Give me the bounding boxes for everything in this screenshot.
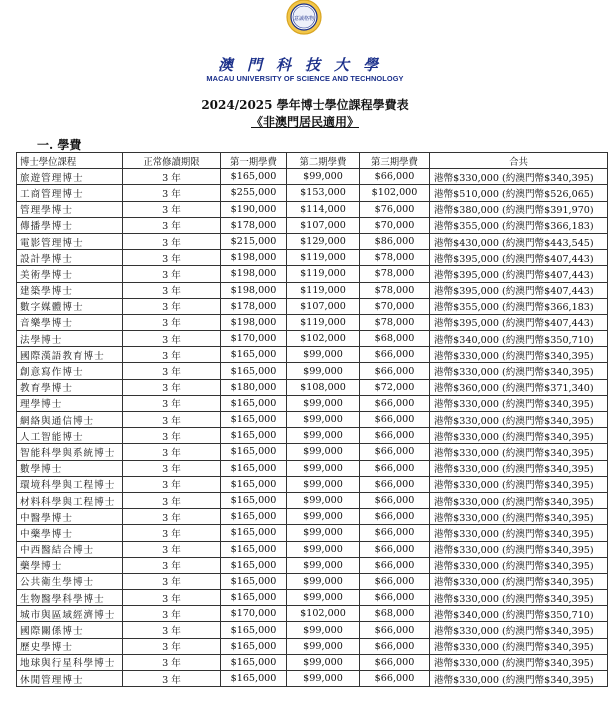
duration-cell: 3 年 [123, 590, 221, 606]
fee-3-cell: $86,000 [360, 233, 430, 249]
fee-3-cell: $78,000 [360, 266, 430, 282]
fee-2-cell: $99,000 [287, 476, 360, 492]
duration-cell: 3 年 [123, 476, 221, 492]
page-title: 2024/2025 學年博士學位課程學費表 [201, 98, 409, 112]
fee-1-cell: $180,000 [221, 379, 287, 395]
program-name-cell: 電影管理博士 [17, 233, 123, 249]
fee-2-cell: $114,000 [287, 201, 360, 217]
program-name-cell: 設計學博士 [17, 250, 123, 266]
fee-3-cell: $66,000 [360, 671, 430, 687]
col-fee-2: 第二期學費 [287, 153, 360, 169]
table-body [17, 169, 608, 687]
table-row [17, 266, 608, 282]
fee-2-cell: $99,000 [287, 557, 360, 573]
program-name-cell: 工商管理博士 [17, 185, 123, 201]
duration-cell: 3 年 [123, 395, 221, 411]
table-row [17, 379, 608, 395]
program-name-cell: 材料科學與工程博士 [17, 492, 123, 508]
duration-cell: 3 年 [123, 331, 221, 347]
duration-cell: 3 年 [123, 347, 221, 363]
total-cell: 港幣$330,000 (約澳門幣$340,395) [430, 444, 608, 460]
fee-2-cell: $119,000 [287, 250, 360, 266]
total-cell: 港幣$330,000 (約澳門幣$340,395) [430, 638, 608, 654]
table-row [17, 428, 608, 444]
program-name-cell: 國際關係博士 [17, 622, 123, 638]
program-name-cell: 建築學博士 [17, 282, 123, 298]
fee-2-cell: $119,000 [287, 266, 360, 282]
total-cell: 港幣$380,000 (約澳門幣$391,970) [430, 201, 608, 217]
duration-cell: 3 年 [123, 298, 221, 314]
program-name-cell: 生物醫學科學博士 [17, 590, 123, 606]
fee-1-cell: $215,000 [221, 233, 287, 249]
total-cell: 港幣$330,000 (約澳門幣$340,395) [430, 654, 608, 670]
duration-cell: 3 年 [123, 509, 221, 525]
total-cell: 港幣$395,000 (約澳門幣$407,443) [430, 250, 608, 266]
table-row [17, 250, 608, 266]
table-row [17, 541, 608, 557]
fee-1-cell: $198,000 [221, 282, 287, 298]
fee-3-cell: $68,000 [360, 606, 430, 622]
program-name-cell: 法學博士 [17, 331, 123, 347]
program-name-cell: 藥學博士 [17, 557, 123, 573]
fee-2-cell: $99,000 [287, 654, 360, 670]
page-subtitle: 《非澳門居民適用》 [250, 115, 359, 129]
university-name-cn: 澳門科技大學 [217, 56, 392, 74]
total-cell: 港幣$330,000 (約澳門幣$340,395) [430, 509, 608, 525]
duration-cell: 3 年 [123, 217, 221, 233]
total-cell: 港幣$330,000 (約澳門幣$340,395) [430, 476, 608, 492]
fee-1-cell: $165,000 [221, 492, 287, 508]
fee-2-cell: $99,000 [287, 412, 360, 428]
total-cell: 港幣$395,000 (約澳門幣$407,443) [430, 266, 608, 282]
fee-3-cell: $78,000 [360, 282, 430, 298]
duration-cell: 3 年 [123, 233, 221, 249]
table-row [17, 606, 608, 622]
duration-cell: 3 年 [123, 201, 221, 217]
fee-2-cell: $99,000 [287, 590, 360, 606]
fee-2-cell: $107,000 [287, 217, 360, 233]
total-cell: 港幣$330,000 (約澳門幣$340,395) [430, 395, 608, 411]
fee-2-cell: $129,000 [287, 233, 360, 249]
program-name-cell: 美術學博士 [17, 266, 123, 282]
program-name-cell: 人工智能博士 [17, 428, 123, 444]
total-cell: 港幣$330,000 (約澳門幣$340,395) [430, 492, 608, 508]
fee-3-cell: $72,000 [360, 379, 430, 395]
col-duration: 正常修讀期限 [123, 153, 221, 169]
fee-2-cell: $108,000 [287, 379, 360, 395]
fee-2-cell: $99,000 [287, 622, 360, 638]
fee-1-cell: $165,000 [221, 622, 287, 638]
duration-cell: 3 年 [123, 266, 221, 282]
program-name-cell: 國際漢語教育博士 [17, 347, 123, 363]
duration-cell: 3 年 [123, 557, 221, 573]
table-row [17, 509, 608, 525]
fee-3-cell: $66,000 [360, 363, 430, 379]
fee-2-cell: $99,000 [287, 363, 360, 379]
fee-3-cell: $78,000 [360, 250, 430, 266]
fee-1-cell: $255,000 [221, 185, 287, 201]
section-heading: 一. 學費 [37, 138, 82, 152]
program-name-cell: 休閒管理博士 [17, 671, 123, 687]
fee-1-cell: $165,000 [221, 169, 287, 185]
fee-3-cell: $70,000 [360, 217, 430, 233]
fee-1-cell: $165,000 [221, 395, 287, 411]
fee-3-cell: $66,000 [360, 444, 430, 460]
program-name-cell: 傳播學博士 [17, 217, 123, 233]
table-row [17, 525, 608, 541]
duration-cell: 3 年 [123, 314, 221, 330]
fee-1-cell: $165,000 [221, 509, 287, 525]
total-cell: 港幣$510,000 (約澳門幣$526,065) [430, 185, 608, 201]
fee-1-cell: $198,000 [221, 266, 287, 282]
program-name-cell: 智能科學與系統博士 [17, 444, 123, 460]
table-row [17, 590, 608, 606]
program-name-cell: 創意寫作博士 [17, 363, 123, 379]
table-row [17, 412, 608, 428]
fee-3-cell: $76,000 [360, 201, 430, 217]
program-name-cell: 理學博士 [17, 395, 123, 411]
total-cell: 港幣$330,000 (約澳門幣$340,395) [430, 363, 608, 379]
duration-cell: 3 年 [123, 282, 221, 298]
university-name-en: MACAU UNIVERSITY OF SCIENCE AND TECHNOLOGY [206, 74, 404, 83]
table-row [17, 460, 608, 476]
fee-1-cell: $165,000 [221, 347, 287, 363]
table-row [17, 444, 608, 460]
fee-1-cell: $178,000 [221, 298, 287, 314]
fee-3-cell: $66,000 [360, 428, 430, 444]
total-cell: 港幣$395,000 (約澳門幣$407,443) [430, 282, 608, 298]
fee-2-cell: $102,000 [287, 331, 360, 347]
fee-3-cell: $66,000 [360, 492, 430, 508]
table-row [17, 476, 608, 492]
total-cell: 港幣$395,000 (約澳門幣$407,443) [430, 314, 608, 330]
fee-1-cell: $165,000 [221, 573, 287, 589]
fee-2-cell: $119,000 [287, 314, 360, 330]
table-row [17, 298, 608, 314]
fee-2-cell: $99,000 [287, 573, 360, 589]
duration-cell: 3 年 [123, 185, 221, 201]
total-cell: 港幣$330,000 (約澳門幣$340,395) [430, 671, 608, 687]
fee-1-cell: $165,000 [221, 654, 287, 670]
fee-1-cell: $165,000 [221, 460, 287, 476]
duration-cell: 3 年 [123, 606, 221, 622]
fee-1-cell: $165,000 [221, 412, 287, 428]
duration-cell: 3 年 [123, 654, 221, 670]
program-name-cell: 中西醫結合博士 [17, 541, 123, 557]
program-name-cell: 公共衛生學博士 [17, 573, 123, 589]
fee-3-cell: $66,000 [360, 622, 430, 638]
fee-3-cell: $66,000 [360, 169, 430, 185]
program-name-cell: 旅遊管理博士 [17, 169, 123, 185]
fee-3-cell: $66,000 [360, 557, 430, 573]
table-row [17, 201, 608, 217]
total-cell: 港幣$330,000 (約澳門幣$340,395) [430, 460, 608, 476]
total-cell: 港幣$355,000 (約澳門幣$366,183) [430, 298, 608, 314]
fee-3-cell: $66,000 [360, 476, 430, 492]
duration-cell: 3 年 [123, 622, 221, 638]
fee-1-cell: $165,000 [221, 476, 287, 492]
program-name-cell: 環境科學與工程博士 [17, 476, 123, 492]
program-name-cell: 音樂學博士 [17, 314, 123, 330]
duration-cell: 3 年 [123, 412, 221, 428]
university-header [0, 0, 610, 90]
fee-3-cell: $66,000 [360, 412, 430, 428]
total-cell: 港幣$330,000 (約澳門幣$340,395) [430, 557, 608, 573]
fee-2-cell: $99,000 [287, 509, 360, 525]
program-name-cell: 網絡與通信博士 [17, 412, 123, 428]
fee-2-cell: $107,000 [287, 298, 360, 314]
fee-3-cell: $66,000 [360, 525, 430, 541]
total-cell: 港幣$330,000 (約澳門幣$340,395) [430, 525, 608, 541]
fee-3-cell: $70,000 [360, 298, 430, 314]
fee-2-cell: $99,000 [287, 525, 360, 541]
duration-cell: 3 年 [123, 573, 221, 589]
fee-2-cell: $99,000 [287, 671, 360, 687]
duration-cell: 3 年 [123, 379, 221, 395]
fee-3-cell: $78,000 [360, 314, 430, 330]
fee-2-cell: $99,000 [287, 169, 360, 185]
duration-cell: 3 年 [123, 250, 221, 266]
duration-cell: 3 年 [123, 169, 221, 185]
fee-1-cell: $165,000 [221, 541, 287, 557]
table-row [17, 347, 608, 363]
fee-1-cell: $165,000 [221, 638, 287, 654]
table-row [17, 492, 608, 508]
fee-1-cell: $198,000 [221, 314, 287, 330]
fee-2-cell: $99,000 [287, 428, 360, 444]
fee-1-cell: $165,000 [221, 557, 287, 573]
fee-3-cell: $66,000 [360, 573, 430, 589]
total-cell: 港幣$330,000 (約澳門幣$340,395) [430, 541, 608, 557]
fee-1-cell: $170,000 [221, 606, 287, 622]
total-cell: 港幣$330,000 (約澳門幣$340,395) [430, 573, 608, 589]
table-row [17, 622, 608, 638]
fee-2-cell: $99,000 [287, 460, 360, 476]
col-total: 合共 [430, 153, 608, 169]
table-row [17, 314, 608, 330]
total-cell: 港幣$430,000 (約澳門幣$443,545) [430, 233, 608, 249]
fee-2-cell: $102,000 [287, 606, 360, 622]
tuition-table [16, 152, 608, 687]
duration-cell: 3 年 [123, 671, 221, 687]
total-cell: 港幣$330,000 (約澳門幣$340,395) [430, 347, 608, 363]
fee-1-cell: $170,000 [221, 331, 287, 347]
total-cell: 港幣$330,000 (約澳門幣$340,395) [430, 622, 608, 638]
fee-3-cell: $102,000 [360, 185, 430, 201]
fee-2-cell: $153,000 [287, 185, 360, 201]
table-row [17, 331, 608, 347]
program-name-cell: 中醫學博士 [17, 509, 123, 525]
fee-3-cell: $66,000 [360, 654, 430, 670]
program-name-cell: 數字媒體博士 [17, 298, 123, 314]
fee-2-cell: $119,000 [287, 282, 360, 298]
col-fee-1: 第一期學費 [221, 153, 287, 169]
fee-3-cell: $66,000 [360, 347, 430, 363]
fee-2-cell: $99,000 [287, 492, 360, 508]
program-name-cell: 教育學博士 [17, 379, 123, 395]
program-name-cell: 數學博士 [17, 460, 123, 476]
table-row [17, 282, 608, 298]
fee-1-cell: $165,000 [221, 428, 287, 444]
total-cell: 港幣$330,000 (約澳門幣$340,395) [430, 169, 608, 185]
fee-2-cell: $99,000 [287, 347, 360, 363]
fee-3-cell: $68,000 [360, 331, 430, 347]
university-seal-icon [283, 0, 325, 38]
table-row [17, 557, 608, 573]
fee-1-cell: $198,000 [221, 250, 287, 266]
fee-1-cell: $165,000 [221, 590, 287, 606]
program-name-cell: 管理學博士 [17, 201, 123, 217]
fee-2-cell: $99,000 [287, 395, 360, 411]
duration-cell: 3 年 [123, 638, 221, 654]
fee-2-cell: $99,000 [287, 541, 360, 557]
program-name-cell: 歷史學博士 [17, 638, 123, 654]
fee-3-cell: $66,000 [360, 638, 430, 654]
table-row [17, 654, 608, 670]
fee-3-cell: $66,000 [360, 541, 430, 557]
total-cell: 港幣$330,000 (約澳門幣$340,395) [430, 428, 608, 444]
fee-3-cell: $66,000 [360, 460, 430, 476]
fee-3-cell: $66,000 [360, 509, 430, 525]
total-cell: 港幣$355,000 (約澳門幣$366,183) [430, 217, 608, 233]
fee-1-cell: $165,000 [221, 363, 287, 379]
table-header-row [17, 153, 608, 169]
program-name-cell: 城市與區域經濟博士 [17, 606, 123, 622]
fee-3-cell: $66,000 [360, 395, 430, 411]
table-row [17, 395, 608, 411]
table-row [17, 671, 608, 687]
fee-1-cell: $190,000 [221, 201, 287, 217]
duration-cell: 3 年 [123, 541, 221, 557]
duration-cell: 3 年 [123, 525, 221, 541]
fee-1-cell: $178,000 [221, 217, 287, 233]
table-row [17, 363, 608, 379]
col-fee-3: 第三期學費 [360, 153, 430, 169]
fee-2-cell: $99,000 [287, 638, 360, 654]
col-program: 博士學位課程 [17, 153, 123, 169]
duration-cell: 3 年 [123, 444, 221, 460]
table-row [17, 185, 608, 201]
total-cell: 港幣$340,000 (約澳門幣$350,710) [430, 606, 608, 622]
table-row [17, 217, 608, 233]
fee-3-cell: $66,000 [360, 590, 430, 606]
fee-1-cell: $165,000 [221, 671, 287, 687]
duration-cell: 3 年 [123, 363, 221, 379]
duration-cell: 3 年 [123, 460, 221, 476]
total-cell: 港幣$340,000 (約澳門幣$350,710) [430, 331, 608, 347]
seal-text: 意誠格物 [293, 16, 315, 22]
program-name-cell: 地球與行星科學博士 [17, 654, 123, 670]
table-row [17, 233, 608, 249]
total-cell: 港幣$360,000 (約澳門幣$371,340) [430, 379, 608, 395]
table-row [17, 638, 608, 654]
program-name-cell: 中藥學博士 [17, 525, 123, 541]
fee-1-cell: $165,000 [221, 444, 287, 460]
total-cell: 港幣$330,000 (約澳門幣$340,395) [430, 412, 608, 428]
total-cell: 港幣$330,000 (約澳門幣$340,395) [430, 590, 608, 606]
duration-cell: 3 年 [123, 428, 221, 444]
duration-cell: 3 年 [123, 492, 221, 508]
fee-1-cell: $165,000 [221, 525, 287, 541]
table-row [17, 573, 608, 589]
fee-2-cell: $99,000 [287, 444, 360, 460]
table-row [17, 169, 608, 185]
